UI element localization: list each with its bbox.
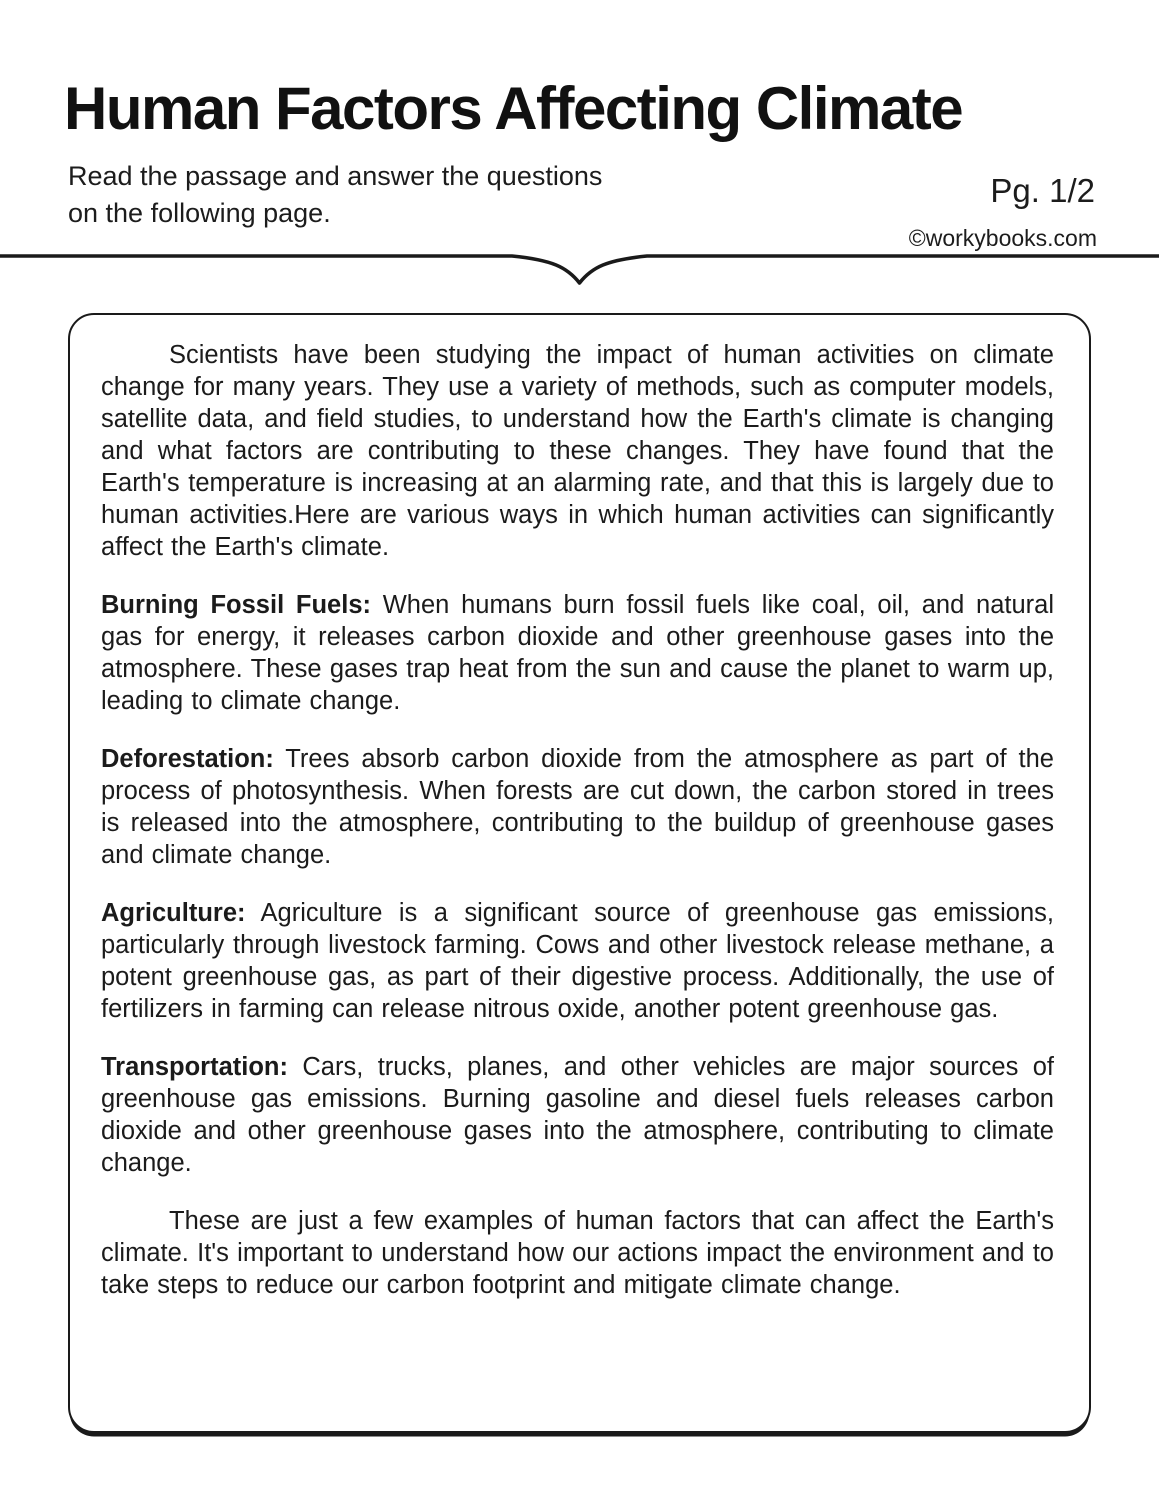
page-title: Human Factors Affecting Climate: [64, 75, 963, 142]
section-heading: Agriculture:: [101, 899, 246, 927]
page-instructions: Read the passage and answer the questions on the following page.: [68, 161, 603, 228]
passage-section-transportation: [101, 1051, 1054, 1179]
section-text: Cars, trucks, planes, and other vehicles are major sources of greenhouse gas emissions. Burning gasoline and diesel fuels releases carbon dioxide and other greenhouse gases into the atmosphere, contributing to climate change.: [101, 1053, 1054, 1177]
passage-intro: Scientists have been studying the impact of human activities on climate change for many years. They use a variety of methods, such as computer models, satellite data, and field studies, to understand how the Earth's climate is changing and what factors are contributing to these changes. They have found that the Earth's temperature is increasing at an alarming rate, and that this is largely due to human activities.Here are various ways in which human activities can significantly affect the Earth's climate.: [101, 341, 1054, 561]
section-heading: Deforestation:: [101, 745, 274, 773]
passage-section-deforestation: [101, 743, 1054, 871]
section-text: Agriculture is a significant source of greenhouse gas emissions, particularly through livestock farming. Cows and other livestock release methane, a potent greenhouse gas, as part of their digestive process. Additionally, the use of fertilizers in farming can release nitrous oxide, another potent greenhouse gas.: [101, 899, 1054, 1023]
chevron-divider-icon: [0, 250, 1159, 296]
passage-section-burning-fossil-fuels: [101, 589, 1054, 717]
copyright-text: ©workybooks.com: [908, 225, 1097, 251]
section-heading: Transportation:: [101, 1053, 289, 1081]
section-text: When humans burn fossil fuels like coal, oil, and natural gas for energy, it releases carbon dioxide and other greenhouse gases into the atmosphere. These gases trap heat from the sun and cause the planet to warm up, leading to climate change.: [101, 591, 1054, 715]
section-heading: Burning Fossil Fuels:: [101, 591, 371, 619]
page-number: Pg. 1/2: [990, 172, 1095, 209]
passage-card: [68, 313, 1091, 1433]
passage-section-agriculture: [101, 897, 1054, 1025]
section-text: Trees absorb carbon dioxide from the atmosphere as part of the process of photosynthesis. When forests are cut down, the carbon stored in trees is released into the atmosphere, contributing to the buildup of greenhouse gases and climate change.: [101, 745, 1054, 869]
passage-conclusion: These are just a few examples of human factors that can affect the Earth's climate. It's important to understand how our actions impact the environment and to take steps to reduce our carbon footprint and mitigate climate change.: [101, 1207, 1054, 1299]
